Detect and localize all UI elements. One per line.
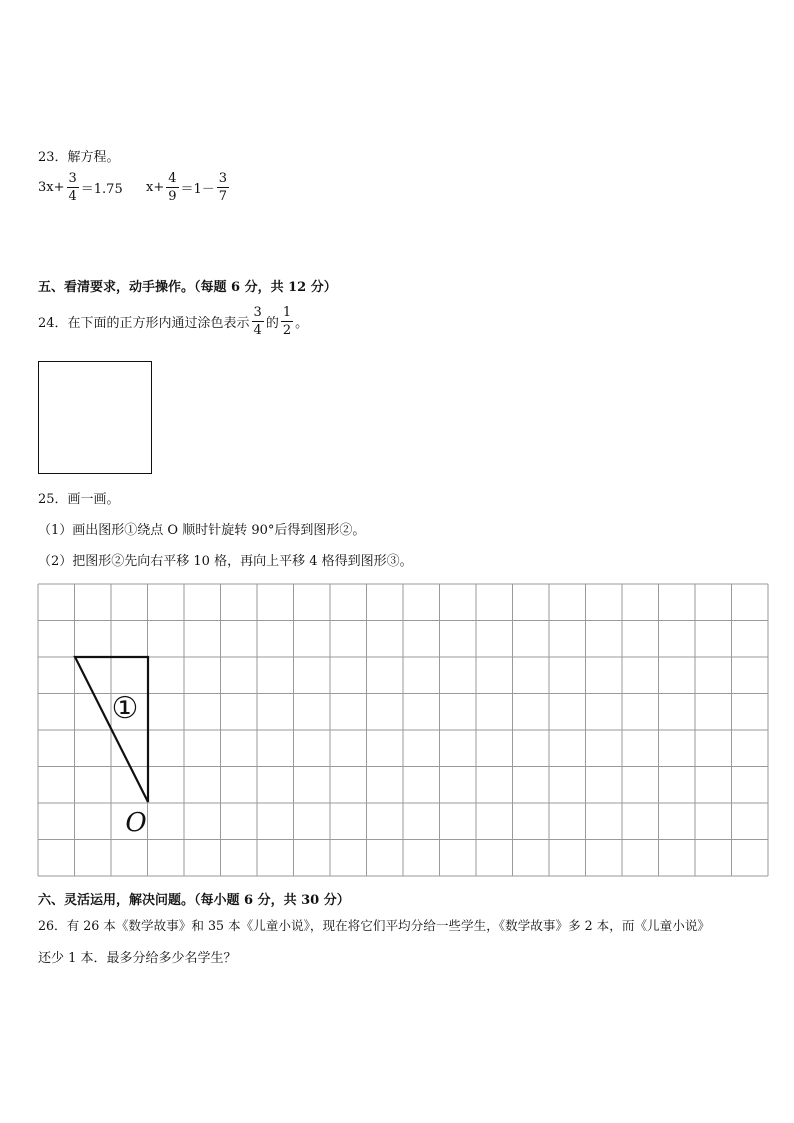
q26-line-1: 26．有 26 本《数学故事》和 35 本《儿童小说》，现在将它们平均分给一些学生，《数学故事》多 2 本，而《儿童小说》 — [38, 918, 711, 933]
eq1-denominator: 4 — [68, 189, 77, 204]
eq2-numerator-2: 3 — [218, 171, 228, 186]
eq2-left: x+ — [146, 180, 165, 195]
q24-mid: 的 — [265, 316, 279, 331]
q23-title: 23．解方程。 — [38, 150, 120, 165]
eq2-numerator-1: 4 — [168, 171, 177, 186]
q24-denominator-2: 2 — [282, 323, 292, 338]
section-6-title: 六、灵活运用，解决问题。（每小题 6 分，共 30 分） — [38, 893, 350, 908]
q24-numerator-1: 3 — [253, 305, 262, 320]
eq2-denominator-2: 7 — [218, 189, 228, 204]
q24-prefix: 24．在下面的正方形内通过涂色表示 — [38, 316, 250, 331]
q25-instruction-2: （2）把图形②先向右平移 10 格，再向上平移 4 格得到图形③。 — [38, 554, 413, 569]
eq2-mid: ＝1－ — [180, 182, 215, 197]
eq1-numerator: 3 — [68, 171, 77, 186]
point-o-label: O — [125, 808, 147, 838]
shape-1-label: ① — [111, 691, 139, 726]
eq2-denominator-1: 9 — [168, 189, 177, 204]
q26-line-2: 还少 1 本．最多分给多少名学生？ — [38, 951, 237, 966]
q25-instruction-1: （1）画出图形①绕点 O 顺时针旋转 90°后得到图形②。 — [38, 523, 366, 538]
q24-suffix: 。 — [295, 316, 309, 331]
q24-numerator-2: 1 — [282, 305, 292, 320]
q24-denominator-1: 4 — [253, 323, 262, 338]
section-5-title: 五、看清要求，动手操作。（每题 6 分，共 12 分） — [38, 280, 337, 295]
q25-title: 25．画一画。 — [38, 492, 120, 507]
eq1-left: 3x+ — [38, 180, 65, 195]
eq1-right: ＝1.75 — [80, 182, 123, 197]
